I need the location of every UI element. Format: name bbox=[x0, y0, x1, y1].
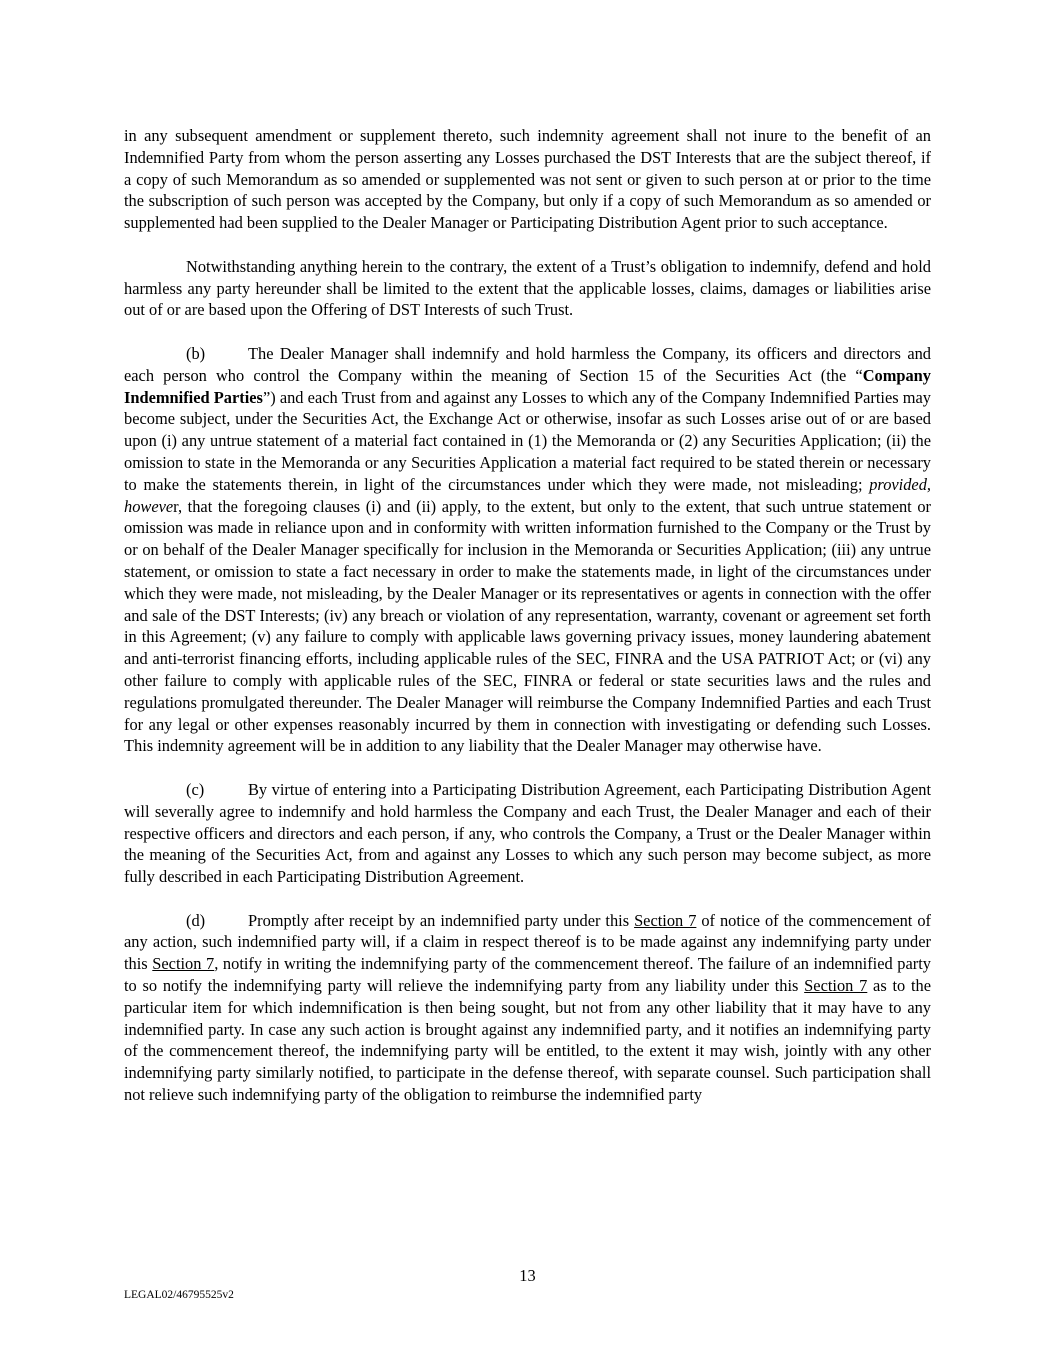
clause-b-text-1: The Dealer Manager shall indemnify and hold harmless the Company, its officers and directors and each person who control the Company within the meaning of Section 15 of the Securities Act (the “ bbox=[124, 343, 931, 385]
section-7-reference[interactable]: Section 7 bbox=[152, 954, 215, 974]
clause-b-text-2: ”) and each Trust from and against any Losses to which any of the Company Indemnified Parties may become subject, under the Securities Act, the Exchange Act or otherwise, insofar as such Losses arise out of or are based upon (i) any untrue statement of a material fact contained in (1) the Memoranda or (2) any Securities Application; (ii) the omission to state in the Memoranda or any Securities Application a material fact required to be stated therein or necessary to make the statements therein, in light of the circumstances under which they were made, not misleading; bbox=[124, 387, 931, 494]
clause-d-text-2: of notice of the commencement of any action, such indemnified party will, if a claim in respect thereof is to be made against any indemnifying party under this bbox=[124, 910, 931, 974]
clause-c-text: By virtue of entering into a Participating Distribution Agreement, each Participating Distribution Agent will severally agree to indemnify and hold harmless the Company and each Trust, the Dealer Manager and each of their respective officers and directors and each person, if any, who controls the Company, a Trust or the Dealer Manager within the meaning of the Securities Act, from and against any Losses to which any such person may become subject, as more fully described in each Participating Distribution Agreement. bbox=[124, 779, 931, 887]
clause-label-b: (b) bbox=[186, 343, 206, 363]
clause-b-proviso: provided, howeve bbox=[124, 474, 931, 516]
paragraph-d bbox=[124, 910, 931, 1106]
paragraph-trust-obligation: Notwithstanding anything herein to the contrary, the extent of a Trust’s obligation to indemnify, defend and hold harmless any party hereunder shall be limited to the extent that the applicable losses, claims, damages or liabilities arise out of or are based upon the Offering of DST Interests of such Trust. bbox=[124, 256, 931, 320]
clause-d-text-1: Promptly after receipt by an indemnified party under this bbox=[248, 910, 635, 930]
clause-b-text-3: r, that the foregoing clauses (i) and (ii) apply, to the extent, but only to the extent, that such untrue statement or omission was made in reliance upon and in conformity with written information furnished to the Company or the Trust by or on behalf of the Dealer Manager specifically for inclusion in the Memoranda or Securities Application; (iii) any untrue statement, or omission to state a fact necessary in order to make the statements made, in light of the circumstances under which they were made, not misleading, by the Dealer Manager or its representatives or agents in connection with the offer and sale of the DST Interests; (iv) any breach or violation of any representation, warranty, covenant or agreement set forth in this Agreement; (v) any failure to comply with applicable laws governing privacy issues, money laundering abatement and anti-terrorist financing efforts, including applicable rules of the SEC, FINRA and the USA PATRIOT Act; or (vi) any other failure to comply with applicable rules of the SEC, FINRA or federal or state securities laws and the rules and regulations promulgated thereunder. The Dealer Manager will reimburse the Company Indemnified Parties and each Trust for any legal or other expenses reasonably incurred by them in connection with investigating or defending such Losses. This indemnity agreement will be in addition to any liability that the Dealer Manager may otherwise have. bbox=[124, 496, 931, 756]
section-7-reference[interactable]: Section 7 bbox=[804, 976, 868, 996]
clause-label-c: (c) bbox=[186, 779, 205, 799]
page-number: 13 bbox=[519, 1266, 536, 1285]
paragraph-continuation: in any subsequent amendment or supplement thereto, such indemnity agreement shall not inure to the benefit of an Indemnified Party from whom the person asserting any Losses purchased the DST Interests that are the subject thereof, if a copy of such Memorandum as so amended or supplemented was not sent or given to such person at or prior to the time the subscription of such person was accepted by the Company, but only if a copy of such Memorandum as so amended or supplemented had been supplied to the Dealer Manager or Participating Distribution Agent prior to such acceptance. bbox=[124, 126, 931, 233]
section-7-reference[interactable]: Section 7 bbox=[634, 910, 697, 930]
clause-d-text-3: , notify in writing the indemnifying party of the commencement thereof. The failure of an indemnified party to so notify the indemnifying party will relieve the indemnifying party from any liability under this bbox=[124, 954, 931, 996]
paragraph-b bbox=[124, 343, 931, 757]
document-body bbox=[124, 125, 931, 1128]
clause-d-text-4: as to the particular item for which indemnification is then being sought, but not from any other liability that it may have to any indemnified party. In case any such action is brought against any indemnified party, and it notifies an indemnifying party of the commencement thereof, the indemnifying party will be entitled, to the extent it may wish, jointly with any other indemnifying party similarly notified, to participate in the defense thereof, with separate counsel. Such participation shall not relieve such indemnifying party of the obligation to reimburse the indemnified party bbox=[124, 976, 931, 1105]
clause-label-d: (d) bbox=[186, 910, 206, 930]
paragraph-c bbox=[124, 779, 931, 888]
document-id: LEGAL02/46795525v2 bbox=[124, 1289, 234, 1301]
defined-term-company-indemnified-parties: Company Indemnified Parties bbox=[124, 365, 931, 407]
